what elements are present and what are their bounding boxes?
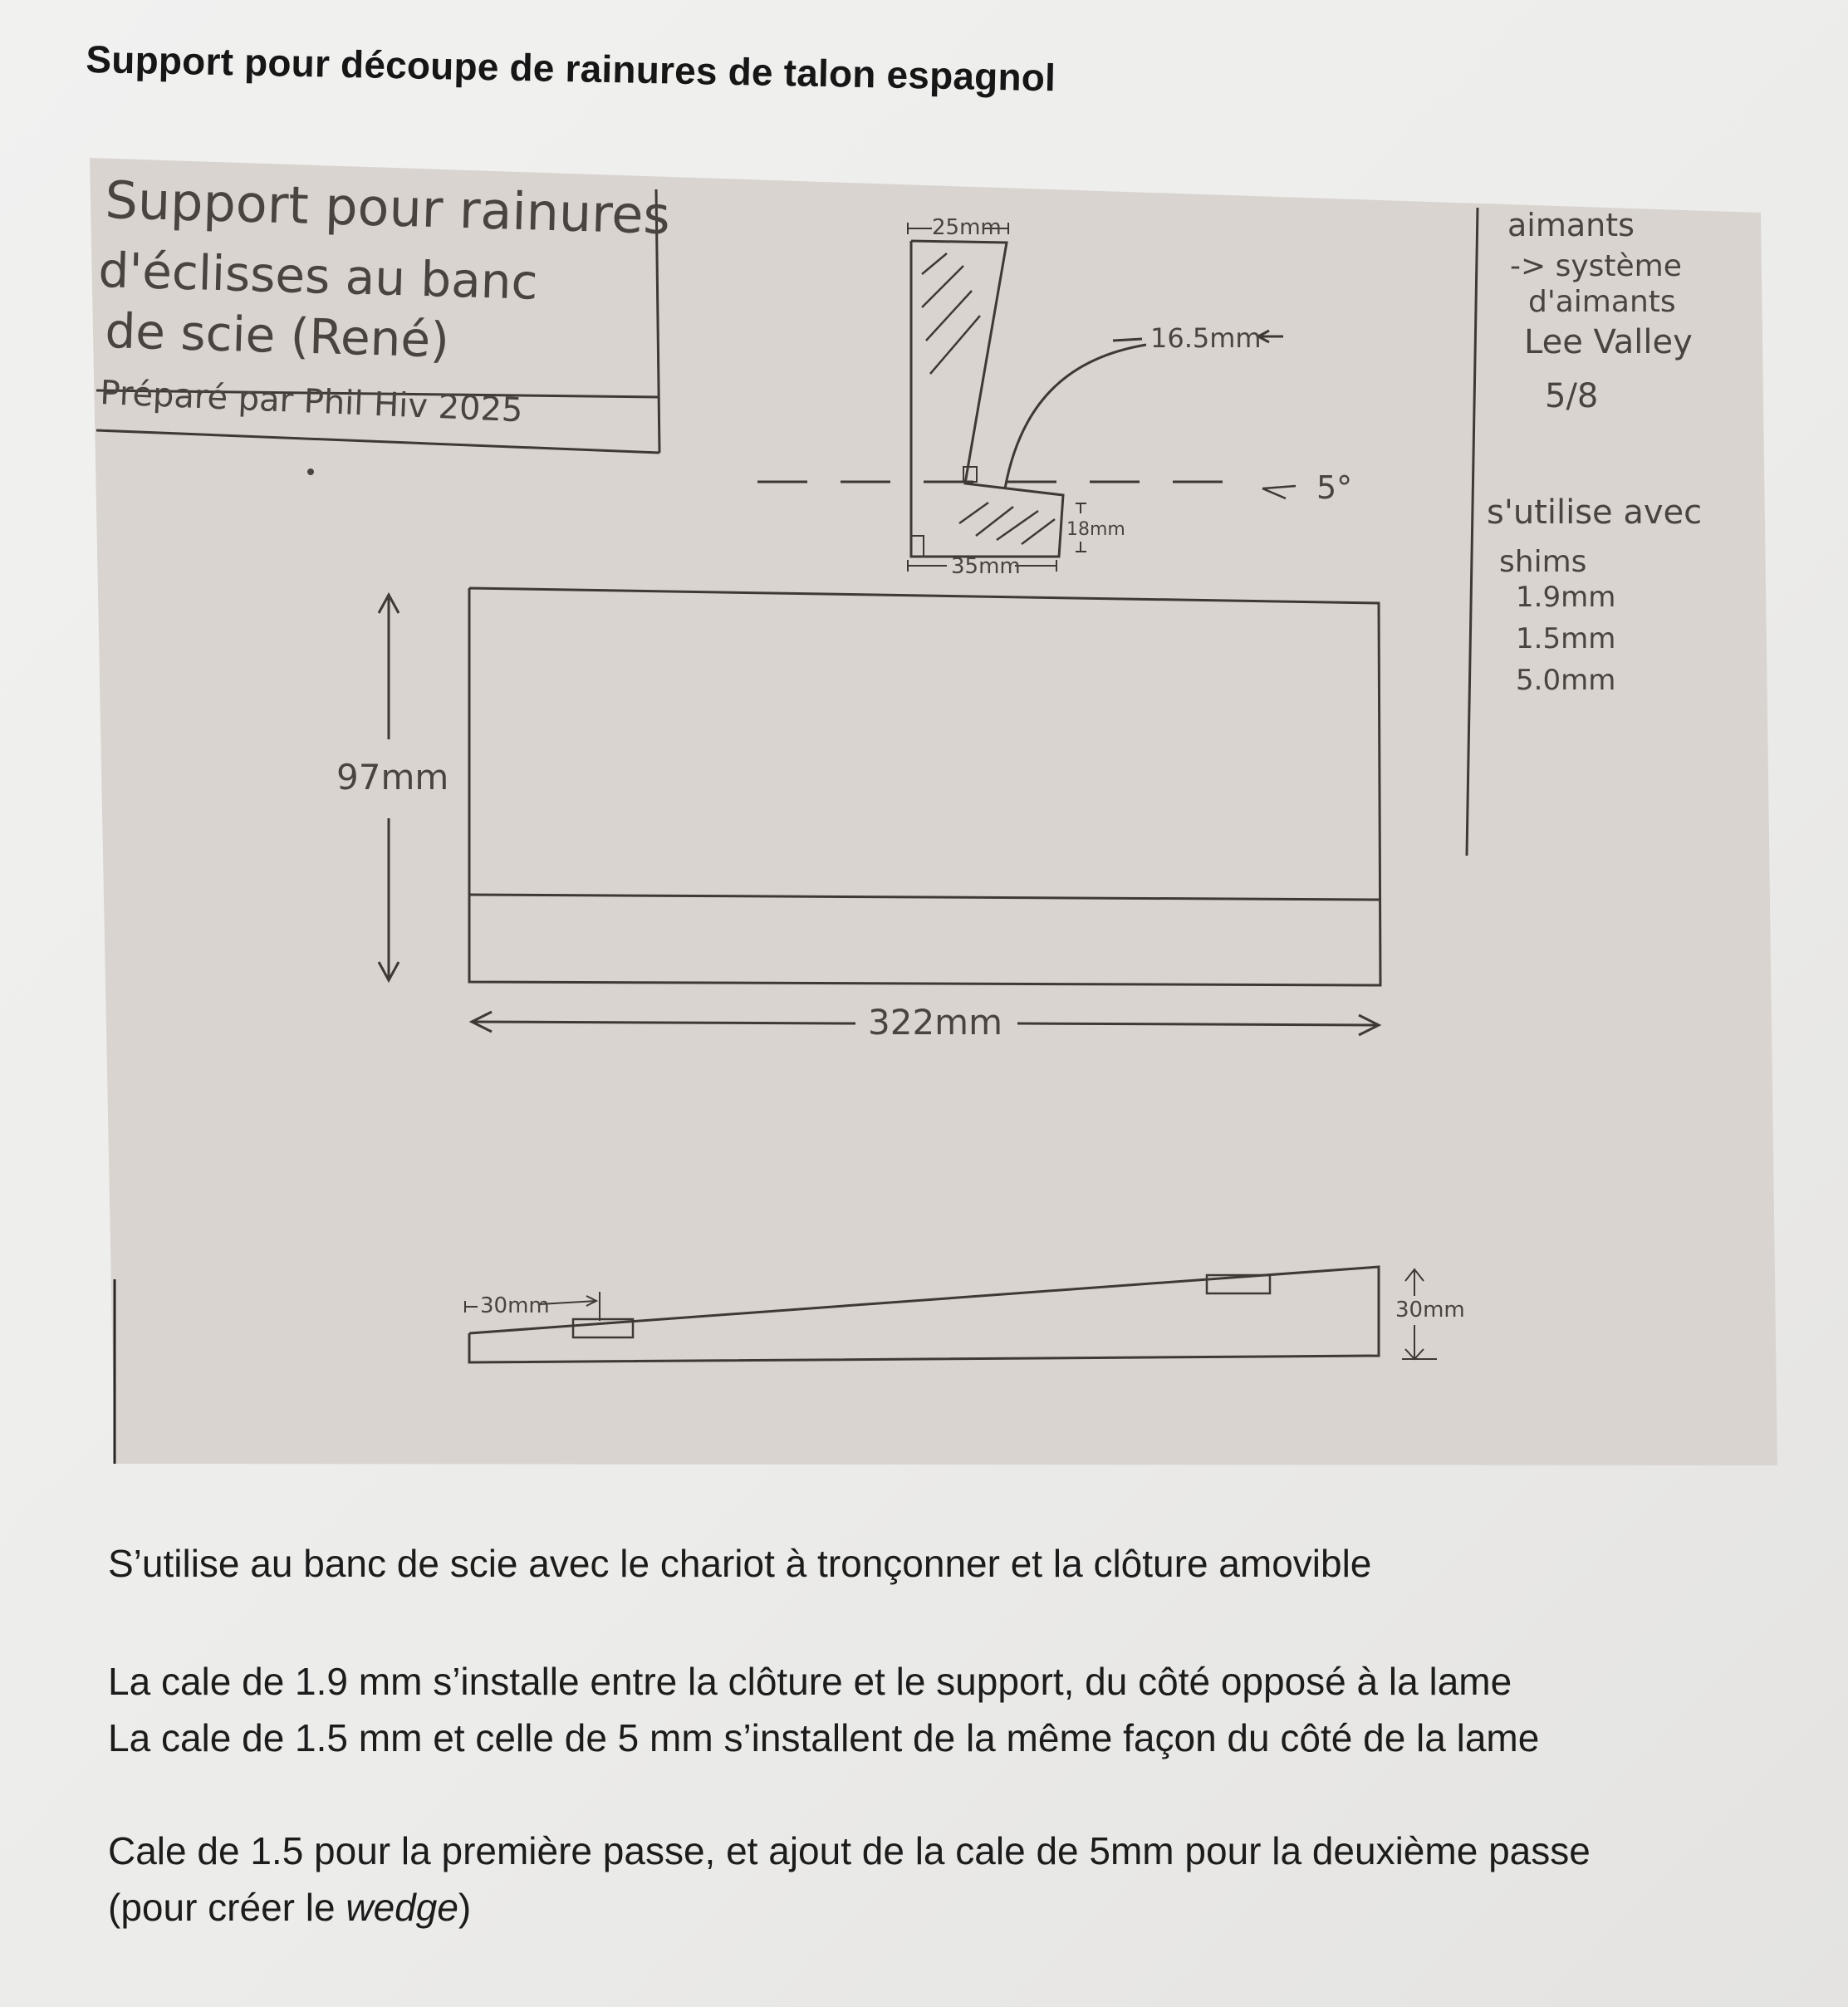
wedge-note-end: ) (458, 1886, 472, 1929)
shim-size-1: 1.9mm (1516, 581, 1616, 614)
page-title: Support pour découpe de rainures de talon espagnol (85, 37, 1056, 100)
wedge-note-start: (pour créer le (108, 1886, 346, 1929)
dim-wedge-offset: 30mm (480, 1293, 550, 1318)
title-block-line-3: de scie (René) (104, 302, 450, 369)
pass-instructions: Cale de 1.5 pour la première passe, et ajout de la cale de 5mm pour la deuxième passe (108, 1829, 1591, 1872)
shims-note-2: shims (1499, 545, 1587, 579)
dim-top-width: 25mm (932, 215, 1002, 240)
magnets-note-1: aimants (1507, 207, 1635, 243)
dim-angle: 5° (1316, 469, 1353, 506)
dim-step-height: 18mm (1066, 519, 1125, 540)
ink-dot (307, 469, 314, 475)
wedge-note (108, 1879, 471, 1936)
magnets-note-5: 5/8 (1545, 377, 1599, 415)
shim-install-note-1: La cale de 1.9 mm s’installe entre la clôture et le support, du côté opposé à la lame (108, 1660, 1512, 1703)
title-block-line-1: Support pour rainures (104, 169, 671, 246)
dim-base-width: 35mm (951, 554, 1021, 579)
wedge-note-italic: wedge (346, 1886, 458, 1929)
magnets-note-4: Lee Valley (1524, 323, 1693, 361)
shim-size-2: 1.5mm (1516, 622, 1616, 655)
dim-wedge-height: 30mm (1395, 1298, 1465, 1322)
prepared-by: Préparé par Phil Hiv 2025 (99, 374, 524, 430)
usage-note: S’utilise au banc de scie avec le chariot à tronçonner et la clôture amovible (108, 1542, 1372, 1585)
shims-note-1: s'utilise avec (1487, 493, 1703, 532)
dim-height: 97mm (336, 757, 449, 797)
shim-size-3: 5.0mm (1516, 664, 1616, 697)
title-block-line-2: d'éclisses au banc (97, 242, 539, 311)
magnets-note-3: d'aimants (1528, 285, 1676, 319)
dim-length: 322mm (868, 1002, 1002, 1043)
dim-radius: 16.5mm (1150, 322, 1262, 354)
magnets-note-2: -> système (1510, 249, 1682, 283)
shim-install-note-2: La cale de 1.5 mm et celle de 5 mm s’installent de la même façon du côté de la lame (108, 1716, 1540, 1759)
